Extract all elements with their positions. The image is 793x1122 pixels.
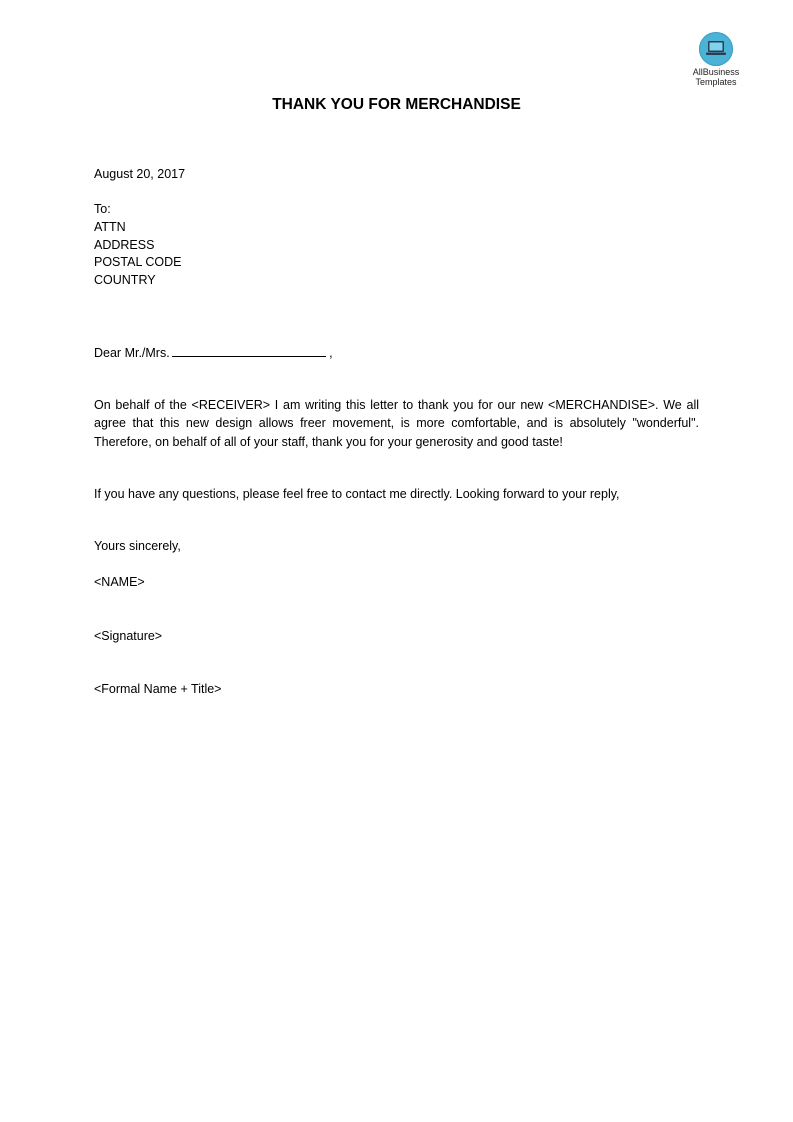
logo-line-2: Templates bbox=[695, 76, 737, 87]
logo-line-1: AllBusiness bbox=[692, 67, 740, 77]
letter-date: August 20, 2017 bbox=[94, 167, 186, 181]
body-paragraph-1: On behalf of the <RECEIVER> I am writing this letter to thank you for our new <MERCHANDISE>. We all agree that this new design allows freer movement, is more comfortable, and is absolutely "wonderful". Therefore, on behalf of all of your staff, thank you for your generosity and good taste! bbox=[94, 398, 699, 449]
logo-badge bbox=[699, 32, 733, 66]
formal-name-title: <Formal Name + Title> bbox=[94, 682, 222, 696]
sender-name: <NAME> bbox=[94, 575, 145, 589]
salutation-prefix: Dear Mr./Mrs. bbox=[94, 346, 170, 360]
to-label: To: bbox=[94, 202, 111, 216]
recipient-block bbox=[94, 201, 182, 290]
salutation-suffix: , bbox=[325, 346, 333, 360]
signature-placeholder: <Signature> bbox=[94, 629, 163, 643]
logo-text bbox=[680, 68, 752, 87]
address-line-attn: ATTN bbox=[94, 219, 126, 234]
closing: Yours sincerely, bbox=[94, 539, 181, 553]
address-line-address: ADDRESS bbox=[94, 237, 155, 252]
laptop-icon bbox=[705, 40, 727, 58]
address-line-postal-code: POSTAL CODE bbox=[94, 255, 182, 270]
brand-logo bbox=[680, 32, 752, 87]
address-line-country: COUNTRY bbox=[94, 273, 156, 288]
document-title: THANK YOU FOR MERCHANDISE bbox=[272, 96, 521, 113]
salutation bbox=[94, 344, 333, 362]
recipient-name-blank[interactable] bbox=[172, 344, 326, 357]
body-paragraph-2: If you have any questions, please feel free to contact me directly. Looking forward to your reply, bbox=[94, 487, 620, 501]
